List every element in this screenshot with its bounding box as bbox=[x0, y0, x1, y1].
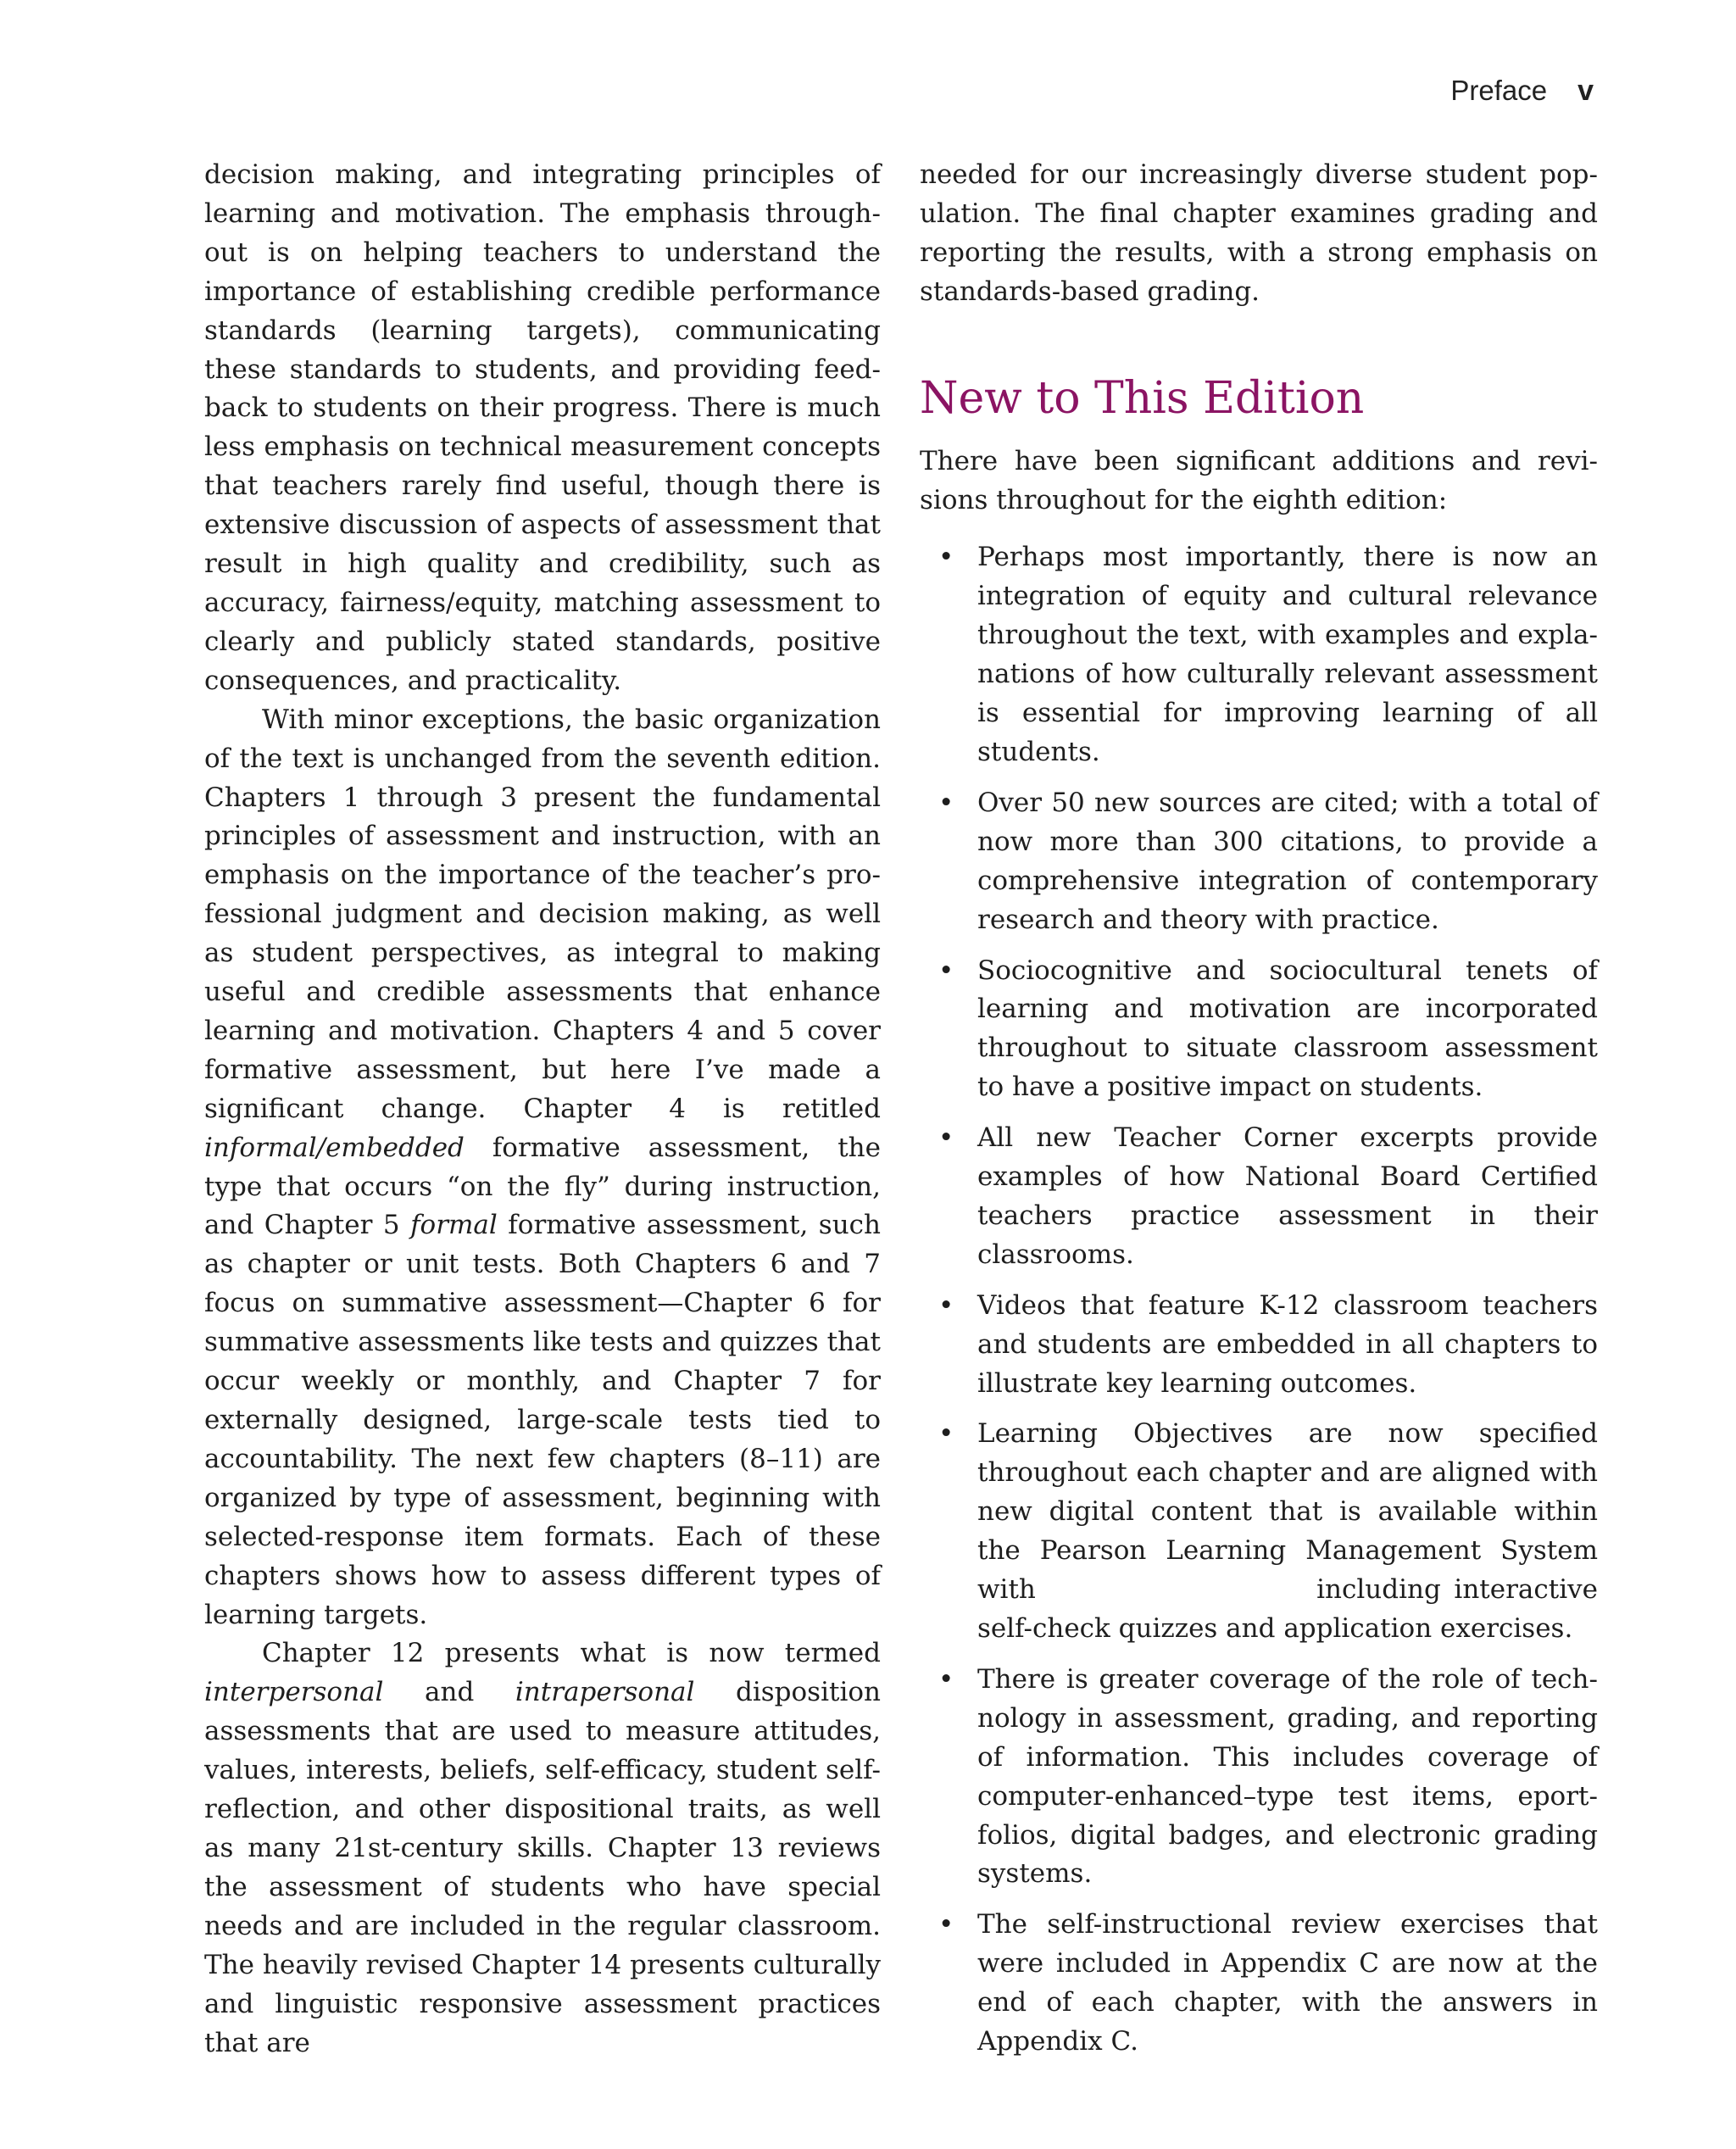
emphasis: intrapersonal bbox=[515, 1677, 695, 1708]
emphasis: informal/embedded bbox=[204, 1132, 465, 1163]
paragraph: decision making, and integrating principles of learning and motivation. The emphasis throughout is on helping teachers to understand the importance of establishing credible performance standards (learning targets), communicating these standards to students, and providing feedback to students on their progress. There is much less emphasis on technical measurement concepts that teachers rarely find useful, though there is extensive discussion of aspects of assessment that result in high quality and credibility, such as accuracy, fairness/equity, matching assessment to clearly and publicly stated standards, positive consequences, and practicality. bbox=[204, 159, 881, 696]
paragraph: With minor exceptions, the basic organization of the text is unchanged from the seventh edition. Chapters 1 through 3 present the fundamental principles of assessment and instruction, with an emphasis on the importance of the teacher’s professional judgment and decision making, as well as student perspectives, as integral to making useful and credible assessments that enhance learning and motivation. Chapters 4 and 5 cover formative assessment, but here I’ve made a significant change. Chapter 4 is retitled informal/embedded formative assessment, the type that occurs “on the fly” during instruction, and Chapter 5 formal formative assessment, such as chapter or unit tests. Both Chapters 6 and 7 focus on summative assessment—Chapter 6 for summative assessments like tests and quizzes that occur weekly or monthly, and Chapter 7 for externally designed, large-scale tests tied to accountability. The next few chapters (8–11) are organized by type of assessment, beginning with selected-response item formats. Each of these chapters shows how to assess different types of learning targets. bbox=[204, 704, 881, 1630]
bullet-icon: • bbox=[938, 787, 954, 818]
running-head-section: Preface bbox=[1450, 75, 1548, 106]
paragraph: needed for our increasingly diverse student population. The final chapter examines grading and reporting the results, with a strong emphasis on standards-based grading. bbox=[920, 159, 1598, 307]
list-item: • Videos that feature K-12 classroom teachers and students are embedded in all chapters to illustrate key learning outcomes. bbox=[920, 1287, 1598, 1404]
bullet-icon: • bbox=[938, 1122, 954, 1154]
section-heading: New to This Edition bbox=[920, 372, 1365, 424]
bullet-icon: • bbox=[938, 1909, 954, 1940]
list-item: • The self-instructional review exercises that were included in Appendix C are now at the end of each chapter, with the answers in Appendix C. bbox=[920, 1906, 1598, 2062]
list-item: • Sociocognitive and sociocultural tenets of learning and motivation are incorporated throughout to situate classroom assessment to have a positive impact on students. bbox=[920, 952, 1598, 1108]
bullet-list bbox=[920, 538, 1598, 2062]
left-column bbox=[204, 156, 881, 2063]
emphasis: interpersonal bbox=[204, 1677, 384, 1708]
bullet-icon: • bbox=[938, 542, 954, 573]
emphasis: formal bbox=[410, 1210, 498, 1241]
intro-paragraph: There have been significant additions and revisions throughout for the eighth edition: bbox=[920, 445, 1598, 515]
list-item: • There is greater coverage of the role of technology in assessment, grading, and reporting of information. This includes coverage of computer-enhanced–type test items, eportfolios, digital badges, and electronic grading systems. bbox=[920, 1661, 1598, 1894]
bullet-icon: • bbox=[938, 1289, 954, 1321]
bullet-icon: • bbox=[938, 1663, 954, 1695]
paragraph: Chapter 12 presents what is now termed interpersonal and intrapersonal disposition assessments that are used to measure attitudes, values, interests, beliefs, self-efficacy, student self-reflection, and other dispositional traits, as well as many 21st-century skills. Chapter 13 reviews the assessment of students who have special needs and are included in the regular classroom. The heavily revised Chapter 14 presents culturally and linguistic responsive assessment practices that are bbox=[204, 1638, 882, 2058]
page-number: v bbox=[1577, 75, 1594, 107]
list-item: • All new Teacher Corner excerpts provide examples of how National Board Certified teachers practice assessment in their classrooms. bbox=[920, 1119, 1598, 1275]
bullet-icon: • bbox=[938, 955, 954, 986]
list-item: • Learning Objectives are now specified throughout each chapter and are aligned with new digital content that is available within the Pearson Learning Management System with including interactive self-check quizzes and application exercises. bbox=[920, 1415, 1598, 1648]
running-head bbox=[1450, 75, 1594, 108]
right-column bbox=[920, 156, 1598, 2074]
list-item: • Over 50 new sources are cited; with a total of now more than 300 citations, to provide a comprehensive integration of contemporary research and theory with practice. bbox=[920, 784, 1598, 940]
bullet-icon: • bbox=[938, 1418, 954, 1450]
list-item: • Perhaps most importantly, there is now an integration of equity and cultural relevance throughout the text, with examples and explanations of how culturally relevant assessment is essential for improving learning of all students. bbox=[920, 538, 1598, 771]
